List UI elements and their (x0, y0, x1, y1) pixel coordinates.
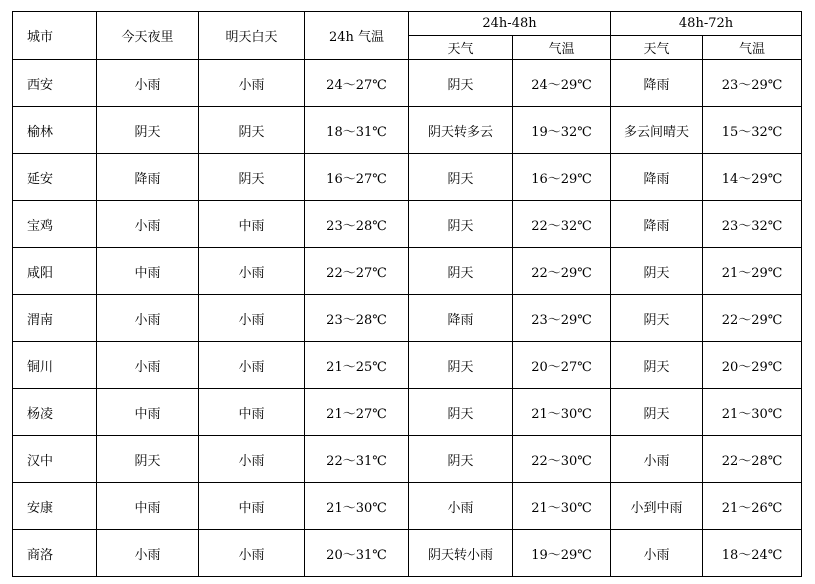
tonight-cell: 阴天 (97, 107, 199, 154)
temp-24h-cell: 21～27℃ (305, 389, 409, 436)
table-row (13, 530, 802, 577)
temp-24h-cell: 22～27℃ (305, 248, 409, 295)
tonight-cell: 小雨 (97, 342, 199, 389)
city-cell: 铜川 (13, 342, 97, 389)
tomorrow-day-cell: 小雨 (199, 342, 305, 389)
temp-72h-cell: 21～29℃ (703, 248, 802, 295)
header-temp-24h: 24h 气温 (305, 12, 409, 60)
weather-48h-cell: 阴天 (409, 60, 513, 107)
weather-48h-cell: 阴天 (409, 342, 513, 389)
tomorrow-day-cell: 中雨 (199, 483, 305, 530)
tonight-cell: 小雨 (97, 530, 199, 577)
tomorrow-day-cell: 中雨 (199, 389, 305, 436)
weather-48h-cell: 阴天 (409, 436, 513, 483)
tomorrow-day-cell: 小雨 (199, 436, 305, 483)
temp-24h-cell: 23～28℃ (305, 295, 409, 342)
weather-72h-cell: 阴天 (611, 389, 703, 436)
table-body (13, 60, 802, 577)
header-row-1 (13, 12, 802, 36)
temp-72h-cell: 14～29℃ (703, 154, 802, 201)
temp-24h-cell: 21～25℃ (305, 342, 409, 389)
table-row (13, 295, 802, 342)
header-weather-72h: 天气 (611, 36, 703, 60)
temp-24h-cell: 16～27℃ (305, 154, 409, 201)
weather-72h-cell: 阴天 (611, 248, 703, 295)
weather-48h-cell: 小雨 (409, 483, 513, 530)
tonight-cell: 小雨 (97, 295, 199, 342)
temp-72h-cell: 20～29℃ (703, 342, 802, 389)
temp-24h-cell: 20～31℃ (305, 530, 409, 577)
tonight-cell: 降雨 (97, 154, 199, 201)
weather-72h-cell: 小到中雨 (611, 483, 703, 530)
city-cell: 渭南 (13, 295, 97, 342)
temp-24h-cell: 18～31℃ (305, 107, 409, 154)
tonight-cell: 阴天 (97, 436, 199, 483)
temp-72h-cell: 22～29℃ (703, 295, 802, 342)
city-cell: 榆林 (13, 107, 97, 154)
temp-48h-cell: 23～29℃ (513, 295, 611, 342)
temp-24h-cell: 24～27℃ (305, 60, 409, 107)
weather-72h-cell: 多云间晴天 (611, 107, 703, 154)
city-cell: 宝鸡 (13, 201, 97, 248)
table-row (13, 154, 802, 201)
temp-48h-cell: 22～29℃ (513, 248, 611, 295)
tonight-cell: 小雨 (97, 201, 199, 248)
city-cell: 杨凌 (13, 389, 97, 436)
temp-72h-cell: 18～24℃ (703, 530, 802, 577)
temp-48h-cell: 21～30℃ (513, 389, 611, 436)
weather-48h-cell: 阴天 (409, 389, 513, 436)
temp-72h-cell: 23～29℃ (703, 60, 802, 107)
weather-48h-cell: 阴天 (409, 201, 513, 248)
table-row (13, 389, 802, 436)
tonight-cell: 小雨 (97, 60, 199, 107)
temp-24h-cell: 21～30℃ (305, 483, 409, 530)
tonight-cell: 中雨 (97, 248, 199, 295)
header-weather-48h: 天气 (409, 36, 513, 60)
temp-48h-cell: 22～32℃ (513, 201, 611, 248)
temp-48h-cell: 16～29℃ (513, 154, 611, 201)
table-row (13, 483, 802, 530)
city-cell: 汉中 (13, 436, 97, 483)
header-tomorrow-day: 明天白天 (199, 12, 305, 60)
weather-72h-cell: 阴天 (611, 342, 703, 389)
weather-72h-cell: 小雨 (611, 530, 703, 577)
temp-48h-cell: 19～29℃ (513, 530, 611, 577)
city-cell: 西安 (13, 60, 97, 107)
table-row (13, 342, 802, 389)
weather-72h-cell: 降雨 (611, 60, 703, 107)
tomorrow-day-cell: 小雨 (199, 60, 305, 107)
temp-72h-cell: 23～32℃ (703, 201, 802, 248)
tomorrow-day-cell: 小雨 (199, 530, 305, 577)
tomorrow-day-cell: 阴天 (199, 154, 305, 201)
weather-48h-cell: 阴天转多云 (409, 107, 513, 154)
weather-72h-cell: 阴天 (611, 295, 703, 342)
table-row (13, 248, 802, 295)
temp-48h-cell: 19～32℃ (513, 107, 611, 154)
weather-72h-cell: 降雨 (611, 201, 703, 248)
weather-48h-cell: 阴天转小雨 (409, 530, 513, 577)
header-city: 城市 (13, 12, 97, 60)
temp-72h-cell: 21～26℃ (703, 483, 802, 530)
temp-48h-cell: 22～30℃ (513, 436, 611, 483)
header-temp-72h: 气温 (703, 36, 802, 60)
temp-48h-cell: 21～30℃ (513, 483, 611, 530)
temp-48h-cell: 24～29℃ (513, 60, 611, 107)
city-cell: 商洛 (13, 530, 97, 577)
header-tonight: 今天夜里 (97, 12, 199, 60)
tomorrow-day-cell: 阴天 (199, 107, 305, 154)
city-cell: 延安 (13, 154, 97, 201)
temp-72h-cell: 21～30℃ (703, 389, 802, 436)
table-row (13, 107, 802, 154)
tomorrow-day-cell: 小雨 (199, 248, 305, 295)
table-row (13, 201, 802, 248)
temp-24h-cell: 22～31℃ (305, 436, 409, 483)
temp-48h-cell: 20～27℃ (513, 342, 611, 389)
header-temp-48h: 气温 (513, 36, 611, 60)
weather-72h-cell: 降雨 (611, 154, 703, 201)
tonight-cell: 中雨 (97, 389, 199, 436)
weather-72h-cell: 小雨 (611, 436, 703, 483)
table-row (13, 436, 802, 483)
header-group-24-48h: 24h-48h (409, 12, 611, 36)
temp-24h-cell: 23～28℃ (305, 201, 409, 248)
temp-72h-cell: 22～28℃ (703, 436, 802, 483)
weather-forecast-table (12, 11, 802, 577)
weather-48h-cell: 降雨 (409, 295, 513, 342)
weather-48h-cell: 阴天 (409, 248, 513, 295)
city-cell: 咸阳 (13, 248, 97, 295)
city-cell: 安康 (13, 483, 97, 530)
temp-72h-cell: 15～32℃ (703, 107, 802, 154)
tonight-cell: 中雨 (97, 483, 199, 530)
header-group-48-72h: 48h-72h (611, 12, 802, 36)
table-row (13, 60, 802, 107)
tomorrow-day-cell: 小雨 (199, 295, 305, 342)
tomorrow-day-cell: 中雨 (199, 201, 305, 248)
weather-48h-cell: 阴天 (409, 154, 513, 201)
table-header (13, 12, 802, 60)
